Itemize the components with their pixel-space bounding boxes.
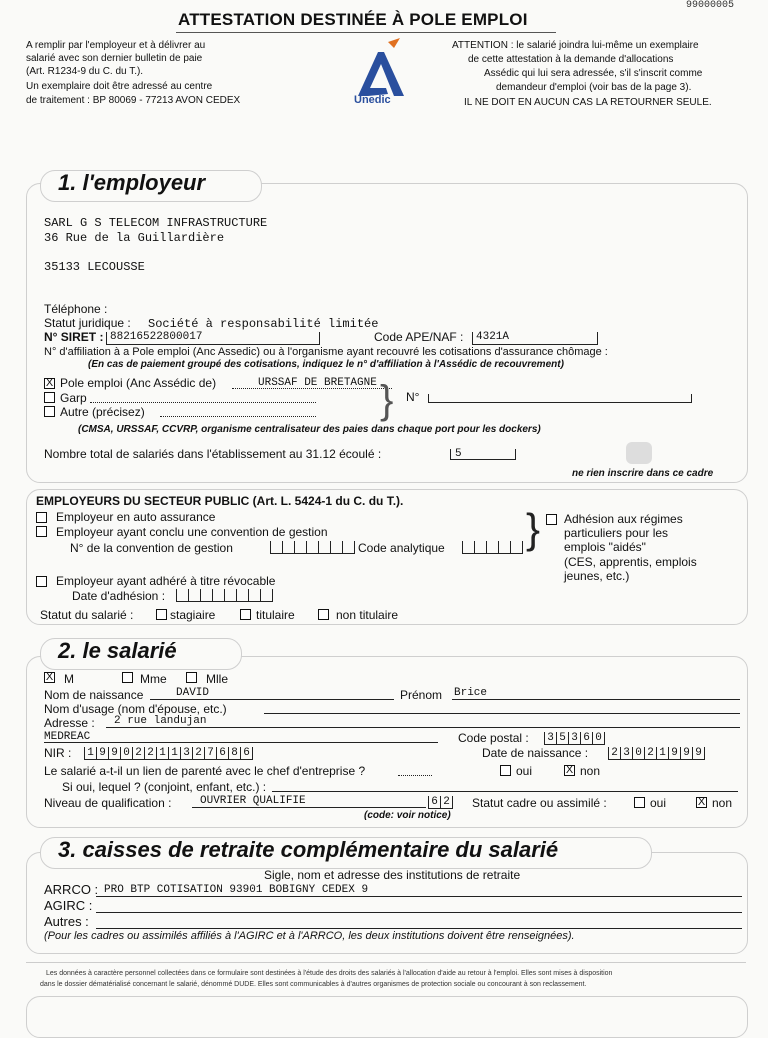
page-title: ATTESTATION DESTINÉE À POLE EMPLOI [178, 10, 528, 29]
adhesion-label: jeunes, etc.) [564, 569, 630, 583]
agirc-line[interactable] [96, 912, 742, 913]
cadre-oui-label: oui [650, 796, 667, 810]
document-number: 99000005 [686, 0, 735, 11]
salarie-heading-text: 2. le salarié [58, 638, 177, 663]
ape-value: 4321A [476, 331, 510, 343]
statut-juridique-value: Société à responsabilité limitée [148, 317, 379, 331]
digit-cell: 2 [440, 796, 453, 808]
logo-text: Unedic [354, 94, 391, 106]
header-left-line: Un exemplaire doit être adressé au centre [26, 81, 213, 92]
adresse-line[interactable] [106, 727, 740, 728]
nir-cells[interactable] [84, 747, 253, 760]
digit-cell: 9 [668, 747, 680, 759]
digit-cell: 5 [556, 732, 568, 744]
digit-cell: 6 [240, 747, 253, 759]
stagiaire-label: stagiaire [170, 608, 216, 622]
numero-label: N° [406, 390, 420, 404]
adhesion-label: (CES, apprentis, emplois [564, 555, 697, 569]
prenom-value: Brice [454, 687, 488, 699]
code-analytique-label: Code analytique [358, 541, 445, 555]
digit-cell: 0 [120, 747, 132, 759]
autres-line[interactable] [96, 928, 742, 929]
garp-checkbox[interactable] [44, 392, 55, 403]
lien-oui-label: oui [516, 764, 533, 778]
employer-name: SARL G S TELECOM INFRASTRUCTURE [44, 216, 268, 230]
footer-divider [26, 962, 746, 963]
header-right-line: demandeur d'emploi (voir bas de la page 3). [496, 82, 692, 93]
nom-naissance-line [150, 699, 394, 700]
employeur-heading-text: 1. l'employeur [58, 170, 206, 195]
qualification-line[interactable] [192, 807, 426, 808]
digit-cell: 3 [180, 747, 192, 759]
auto-assurance-checkbox[interactable] [36, 512, 47, 523]
unedic-logo-icon [348, 38, 418, 98]
adhesion-checkbox[interactable] [546, 514, 557, 525]
cadre-oui-checkbox[interactable] [634, 797, 645, 808]
arrco-value: PRO BTP COTISATION 93901 BOBIGNY CEDEX 9 [104, 884, 369, 896]
titulaire-label: titulaire [256, 608, 295, 622]
employer-city: 35133 LECOUSSE [44, 260, 145, 274]
mlle-checkbox[interactable] [186, 672, 197, 683]
affiliation-text: N° d'affiliation à a Pole emploi (Anc Assedic) ou à l'organisme ayant recouvré les cotisations d'assurance chômage : [44, 346, 608, 358]
total-salaries-value: 5 [455, 448, 462, 460]
siret-value: 88216522800017 [110, 331, 203, 343]
footer-privacy-line: dans le dossier dématérialisé concernant le salarié, dénommé DUDE. Elles sont communicables à d'autres organismes de protection sociale ou concourant à son reclassement. [40, 981, 587, 988]
public-brace: } [526, 505, 541, 552]
header-right-line: de cette attestation à la demande d'allocations [468, 54, 674, 65]
unedic-logo [348, 38, 418, 110]
header-left-line: salarié avec son dernier bulletin de paie [26, 53, 203, 64]
affiliation-note: (En cas de paiement groupé des cotisations, indiquez le n° d'affiliation à l'Assédic de recouvrement) [88, 359, 564, 370]
digit-cell: 2 [144, 747, 156, 759]
digit-cell: 1 [168, 747, 180, 759]
convention-checkbox[interactable] [36, 526, 47, 537]
nom-naissance-label: Nom de naissance [44, 688, 144, 702]
cadre-non-label: non [712, 796, 733, 810]
code-notice-note: (code: voir notice) [364, 810, 451, 821]
lien-parente-dots [398, 775, 432, 776]
code-postal-cells[interactable] [544, 732, 605, 745]
non-titulaire-label: non titulaire [336, 608, 399, 622]
telephone-label: Téléphone : [44, 302, 108, 316]
garp-label: Garp [60, 391, 87, 405]
m-checkbox[interactable]: X [45, 671, 54, 683]
lequel-line[interactable] [272, 791, 738, 792]
garp-line [90, 402, 316, 403]
ville-value: MEDREAC [44, 731, 91, 743]
footer-privacy-line: Les données à caractère personnel collectées dans ce formulaire sont destinées à l'étude des droits des salariés à l'allocation d'aide au retour à l'emploi. Elles sont mises à disposition [46, 970, 613, 977]
date-naissance-cells[interactable] [608, 747, 705, 760]
non-titulaire-checkbox[interactable] [318, 609, 329, 620]
digit-cell: 7 [204, 747, 216, 759]
digit-cell: 2 [608, 747, 620, 759]
digit-cell: 9 [108, 747, 120, 759]
agirc-label: AGIRC : [44, 898, 93, 913]
digit-cell: 3 [620, 747, 632, 759]
code-postal-label: Code postal : [458, 731, 529, 745]
lien-oui-checkbox[interactable] [500, 765, 511, 776]
statut-salarie-label: Statut du salarié : [40, 608, 134, 622]
digit-cell: 8 [228, 747, 240, 759]
convention-number-label: N° de la convention de gestion [70, 541, 233, 555]
lien-parente-label: Le salarié a-t-il un lien de parenté avec le chef d'entreprise ? [44, 764, 366, 778]
digit-cell: 3 [568, 732, 580, 744]
qualification-label: Niveau de qualification : [44, 796, 172, 810]
revocable-label: Employeur ayant adhéré à titre révocable [56, 574, 276, 588]
m-label: M [64, 672, 74, 686]
total-salaries-label: Nombre total de salariés dans l'établissement au 31.12 écoulé : [44, 447, 382, 461]
pole-emploi-label: Pole emploi (Anc Assédic de) [60, 376, 217, 390]
date-adhesion-label: Date d'adhésion : [72, 589, 166, 603]
digit-cell: 9 [692, 747, 705, 759]
digit-cell: 2 [132, 747, 144, 759]
retraite-subheading: Sigle, nom et adresse des institutions de retraite [264, 868, 521, 882]
public-sector-heading: EMPLOYEURS DU SECTEUR PUBLIC (Art. L. 5424-1 du C. du T.). [36, 494, 404, 508]
autre-label: Autre (précisez) [60, 405, 145, 419]
digit-cell: 2 [644, 747, 656, 759]
convention-number-cells[interactable] [270, 541, 355, 554]
stagiaire-checkbox[interactable] [156, 609, 167, 620]
autre-line [160, 416, 316, 417]
arrco-label: ARRCO : [44, 882, 99, 897]
reserved-box [626, 442, 652, 464]
header-right-line: Assédic qui lui sera adressée, s'il s'inscrit comme [484, 68, 703, 79]
qualification-value: OUVRIER QUALIFIE [200, 795, 306, 807]
header-left-line: (Art. R1234-9 du C. du T.). [26, 66, 144, 77]
pole-emploi-value: URSSAF DE BRETAGNE [258, 377, 377, 389]
mlle-label: Mlle [206, 672, 229, 686]
retraite-heading-text: 3. caisses de retraite complémentaire du salarié [58, 837, 559, 862]
digit-cell: 9 [680, 747, 692, 759]
convention-label: Employeur ayant conclu une convention de gestion [56, 525, 328, 539]
qualification-code-cells[interactable] [428, 796, 453, 809]
lequel-label: Si oui, lequel ? (conjoint, enfant, etc.) : [62, 780, 267, 794]
nom-usage-label: Nom d'usage (nom d'épouse, etc.) [44, 702, 227, 716]
ville-line[interactable] [44, 742, 438, 743]
header-left-line: de traitement : BP 80069 - 77213 AVON CEDEX [26, 95, 241, 106]
retraite-note: (Pour les cadres ou assimilés affiliés à l'AGIRC et à l'ARRCO, les deux institutions doivent être renseignées). [44, 930, 575, 942]
digit-cell: 0 [632, 747, 644, 759]
nir-label: NIR : [44, 746, 72, 760]
cadre-non-checkbox[interactable]: X [697, 796, 706, 808]
adhesion-label: particuliers pour les [564, 526, 669, 540]
digit-cell: 6 [428, 796, 440, 808]
adresse-value: 2 rue landujan [114, 715, 207, 727]
digit-cell: 1 [156, 747, 168, 759]
statut-juridique-label: Statut juridique : [44, 316, 131, 330]
title-underline [176, 32, 556, 33]
affiliation-brace: } [380, 378, 394, 422]
digit-cell: 6 [580, 732, 592, 744]
ape-label: Code APE/NAF : [374, 330, 464, 344]
nom-naissance-value: DAVID [176, 687, 210, 699]
prenom-line [452, 699, 740, 700]
prenom-label: Prénom [400, 688, 443, 702]
pole-emploi-checkbox[interactable]: X [45, 377, 54, 389]
numero-field[interactable] [428, 394, 692, 403]
organisms-note: (CMSA, URSSAF, CCVRP, organisme centralisateur des paies dans chaque port pour les dockers) [78, 424, 541, 435]
header-right-line: ATTENTION : le salarié joindra lui-même un exemplaire [452, 40, 699, 51]
header-left-line: A remplir par l'employeur et à délivrer au [26, 40, 206, 51]
digit-cell: 1 [84, 747, 96, 759]
digit-cell: 0 [592, 732, 605, 744]
date-naissance-label: Date de naissance : [482, 746, 589, 760]
digit-cell: 3 [544, 732, 556, 744]
digit-cell: 6 [216, 747, 228, 759]
digit-cell: 9 [96, 747, 108, 759]
employer-address: 36 Rue de la Guillardière [44, 231, 225, 245]
adresse-label: Adresse : [44, 716, 95, 730]
adhesion-label: emplois "aidés" [564, 540, 646, 554]
lien-non-checkbox[interactable]: X [565, 764, 574, 776]
next-section-edge [26, 996, 748, 1038]
header-right-line: IL NE DOIT EN AUCUN CAS LA RETOURNER SEULE. [464, 97, 712, 108]
revocable-checkbox[interactable] [36, 576, 47, 587]
siret-label: N° SIRET : [44, 330, 104, 344]
date-adhesion-cells[interactable] [176, 589, 273, 602]
autre-checkbox[interactable] [44, 406, 55, 417]
mme-label: Mme [140, 672, 167, 686]
digit-cell: 2 [192, 747, 204, 759]
auto-assurance-label: Employeur en auto assurance [56, 510, 216, 524]
statut-cadre-label: Statut cadre ou assimilé : [472, 796, 607, 810]
mme-checkbox[interactable] [122, 672, 133, 683]
titulaire-checkbox[interactable] [240, 609, 251, 620]
arrco-line[interactable] [96, 896, 742, 897]
digit-cell: 1 [656, 747, 668, 759]
nom-usage-line[interactable] [264, 713, 740, 714]
lien-non-label: non [580, 764, 601, 778]
adhesion-label: Adhésion aux régimes [564, 512, 683, 526]
autres-label: Autres : [44, 914, 89, 929]
code-analytique-cells[interactable] [462, 541, 523, 554]
reserved-note: ne rien inscrire dans ce cadre [572, 468, 714, 479]
